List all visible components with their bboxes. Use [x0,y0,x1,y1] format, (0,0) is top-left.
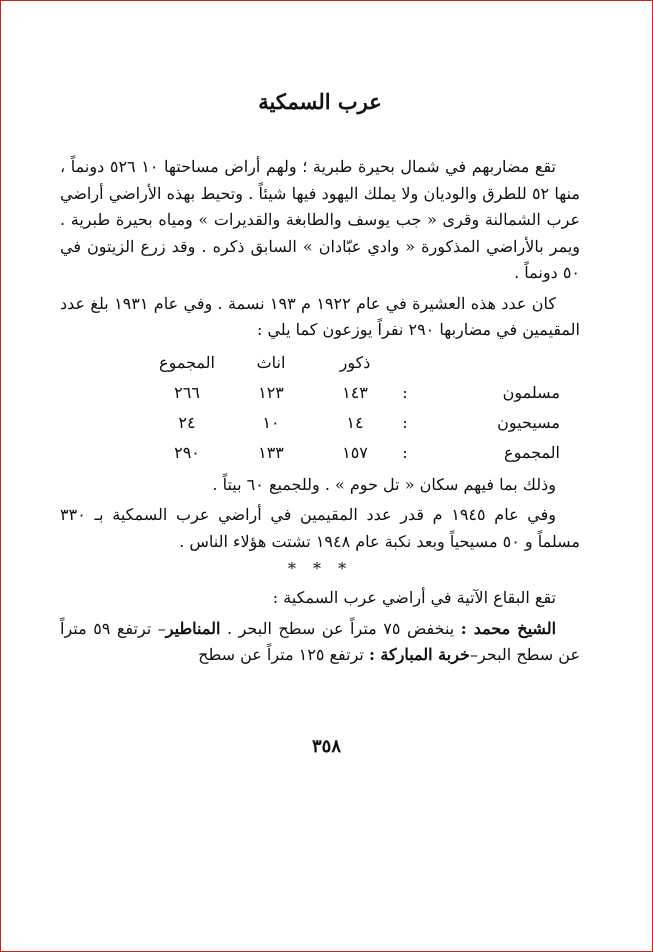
row-label: مسلمون [502,383,560,402]
row-colon: : [402,413,408,432]
place-name: الشيخ محمد : [460,618,557,638]
cell-males: ١٥٧ [342,443,368,462]
cell-total: ٢٦٦ [174,383,200,402]
paragraph-population: كان عدد هذه العشيرة في عام ١٩٢٢ م ١٩٣ نسمة . وفي عام ١٩٣١ بلغ عدد المقيمين في مضاربها ٢٩٠ نفراً يوزعون كما يلي : [60,293,580,339]
column-gap [222,438,236,468]
table-header-blank [390,348,420,378]
row-label: مسيحيون [497,413,560,432]
cell-males: ١٤ [346,413,364,432]
column-gap [222,408,236,438]
paragraph-residents: وذلك بما فيهم سكان « تل حوم » . وللجميع ٦٠ بيتاً . [212,474,556,494]
section-separator: * * * [287,559,353,578]
cell-females: ١٠ [262,413,280,432]
document-page [60,88,580,669]
place-description: – ترتفع ٥٩ متراً عن سطح البحر– [60,618,580,664]
paragraph-places-list [60,616,580,669]
cell-males: ١٤٣ [342,383,368,402]
place-description: ترتفع ١٢٥ متراً عن سطح [198,645,369,664]
column-gap [306,348,320,378]
column-gap [222,378,236,408]
cell-total: ٢٤ [178,413,196,432]
table-row [152,438,580,468]
table-row [152,378,580,408]
row-colon: : [402,383,408,402]
row-label: المجموع [504,443,560,462]
table-header-row [152,348,580,378]
place-name: خربة المباركة : [368,645,470,664]
header-total: المجموع [159,353,215,372]
paragraph-1945: وفي عام ١٩٤٥ م قدر عدد المقيمين في أراضي عرب السمكية بـ ٣٣٠ مسلماً و ٥٠ مسيحياً وبعد نكبة عام ١٩٤٨ تشتت هؤلاء الناس . [60,505,580,551]
header-males: ذكور [339,353,371,372]
place-name: المناطير [165,618,221,638]
cell-females: ١٢٣ [258,383,284,402]
population-table [152,348,580,468]
cell-total: ٢٩٠ [174,443,200,462]
paragraph-location: تقع مضاربهم في شمال بحيرة طبرية ؛ ولهم أراض مساحتها ١٠ ٥٢٦ دونماً ، منها ٥٢ للطرق والوديان ولا يملك اليهود فيها شيئاً . وتحيط بهذه الأراضي أراضي عرب الشمالنة وقرى « جب يوسف والطابغة والقديرات » ومياه بحيرة طبرية . ويمر بالأراضي المذكورة « وادي عبّادان » السابق ذكره . وقد زرع الزيتون في ٥٠ دونماً . [60,157,581,282]
row-colon: : [402,443,408,462]
column-gap [306,378,320,408]
column-gap [306,408,320,438]
page-number: ٣٥٨ [311,736,341,757]
header-females: اناث [256,353,286,372]
column-gap [306,438,320,468]
table-row [152,408,580,438]
table-header-blank [420,348,580,378]
cell-females: ١٣٣ [258,443,284,462]
place-description: ينخفض ٧٥ متراً عن سطح البحر . [220,618,461,638]
paragraph-places-intro: تقع البقاع الآتية في أراضي عرب السمكية : [272,588,556,607]
page-title: عرب السمكية [258,89,382,114]
column-gap [222,348,236,378]
